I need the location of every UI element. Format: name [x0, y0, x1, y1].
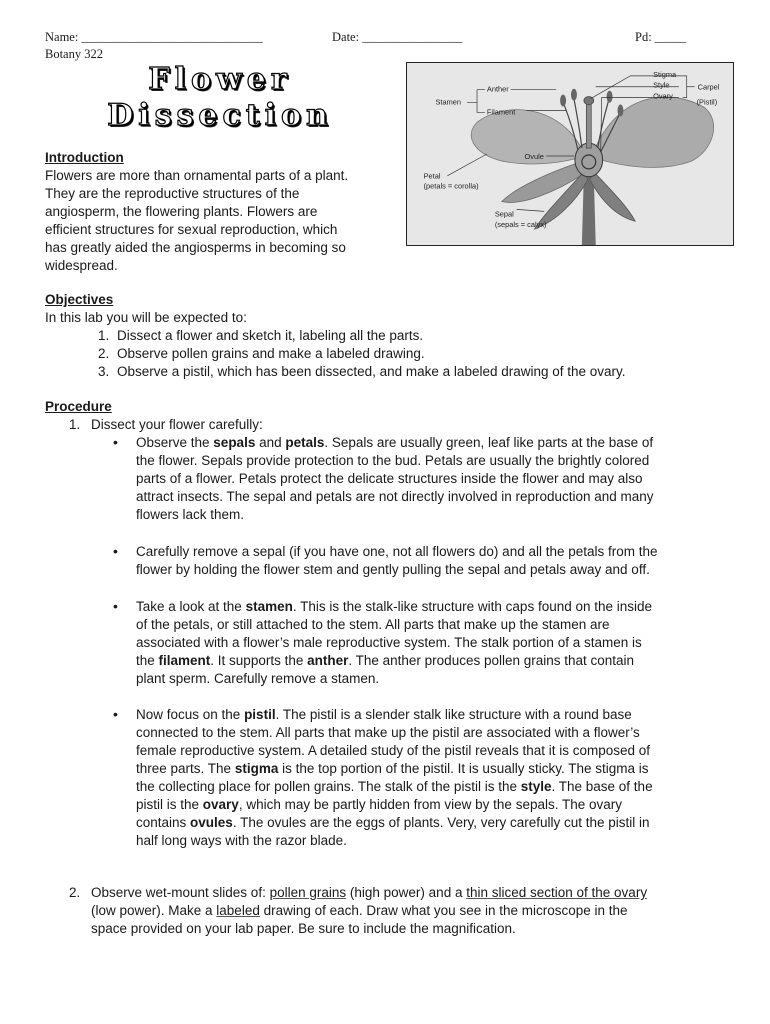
bullet-symbol: •: [113, 706, 118, 722]
label-carpel: Carpel: [697, 82, 720, 92]
label-stigma: Stigma: [653, 69, 677, 79]
bullet-symbol: •: [113, 598, 118, 614]
step-1-number: 1.: [69, 417, 81, 432]
page-title: [80, 62, 360, 134]
period-field: Pd: _____: [635, 30, 687, 44]
label-pistil: (Pistil): [696, 97, 718, 107]
list-item: 3. Observe a pistil, which has been dissected, and make a labeled drawing of the ovary.: [113, 363, 626, 381]
anther-shape-3: [607, 91, 613, 103]
bullet-pistil: Now focus on the pistil. The pistil is a slender stalk like structure with a round base connected to the stem. All parts that make up the pistil are associated with a flower’s female reproductive system. A detailed study of the pistil reveals that it is composed of three parts. The stigma is the top portion of the pistil. It is usually sticky. The stigma is the collecting place for pollen grains. The stalk of the pistil is the style. The base of the pistil is the ovary, which may be partly hidden from view by the sepals. The ovary contains ovules. The ovules are the eggs of plants. Very, very carefully cut the pistil in half long ways with the razor blade.: [136, 707, 653, 848]
label-anther: Anther: [486, 84, 509, 94]
bullet-remove-sepal: Carefully remove a sepal (if you have one, not all flowers do) and all the petals from the flower by holding the flower stem and gently pulling the sepal and petals away and off.: [136, 544, 658, 577]
bullet-symbol: •: [113, 434, 118, 450]
step-2-text: Observe wet-mount slides of: pollen grains (high power) and a thin sliced section of the ovary (low power). Make a labeled drawing of each. Draw what you see in the microscope in the space provided on your lab paper. Be sure to include the magnification.: [91, 885, 648, 936]
objectives-heading: Objectives: [45, 292, 114, 307]
list-item: 1. Dissect a flower and sketch it, labeling all the parts.: [113, 327, 626, 345]
intro-line: Flowers are more than ornamental parts of a plant.: [45, 168, 349, 183]
anther-shape: [560, 95, 566, 107]
label-ovule: Ovule: [524, 151, 544, 161]
course-label: Botany 322: [45, 47, 103, 61]
flower-diagram: [406, 62, 734, 246]
label-petal: Petal: [423, 171, 441, 181]
anther-shape-4: [617, 105, 623, 117]
sepal-right-shape: [590, 172, 636, 221]
objectives-intro: In this lab you will be expected to:: [45, 310, 247, 325]
introduction-heading: Introduction: [45, 150, 124, 165]
intro-line: has greatly aided the angiosperms in becoming so: [45, 240, 346, 255]
anther-shape-2: [571, 89, 577, 101]
label-sepal: Sepal: [494, 209, 514, 219]
intro-line: They are the reproductive structures of the: [45, 186, 300, 201]
title-line-1: Flower: [148, 62, 292, 97]
objectives-list: [45, 327, 626, 381]
label-ovary: Ovary: [653, 91, 673, 101]
bullet-stamen: Take a look at the stamen. This is the stalk-like structure with caps found on the inside of the petals, or still attached to the stem. All parts that make up the stamen are associated with a flower’s male reproductive system. The stalk portion of a stamen is the filament. It supports the anther. The anther produces pollen grains that contain plant sperm. Carefully remove a stamen.: [136, 599, 653, 686]
label-stamen: Stamen: [435, 97, 462, 107]
style-shape: [586, 103, 591, 149]
label-petal-note: (petals = corolla): [423, 181, 479, 191]
list-item: 2. Observe pollen grains and make a labeled drawing.: [113, 345, 626, 363]
bullet-sepals-petals: Observe the sepals and petals. Sepals are usually green, leaf like parts at the base of the flower. Sepals provide protection to the bud. Petals are usually the brightly colored parts of a flower. Petals protect the delicate structures inside the flower and may also attract insects. The sepal and petals are not directly involved in reproduction and many flowers lack them.: [136, 435, 654, 522]
date-field: Date: ________________: [332, 30, 463, 44]
label-style: Style: [653, 80, 670, 90]
step-1-text: Dissect your flower carefully:: [91, 417, 263, 432]
procedure-heading: Procedure: [45, 399, 112, 414]
flower-illustration: [407, 63, 733, 245]
intro-line: angiosperm, the flowering plants. Flowers are: [45, 204, 318, 219]
step-2-number: 2.: [69, 885, 81, 900]
petal-right-shape: [596, 97, 714, 168]
name-field: Name: _____________________________: [45, 30, 263, 44]
label-sepal-note: (sepals = calyx): [494, 220, 547, 230]
title-line-2: Dissection: [107, 98, 333, 133]
introduction-text: [45, 167, 395, 275]
intro-line: widespread.: [45, 258, 118, 273]
bullet-symbol: •: [113, 543, 118, 559]
label-filament: Filament: [486, 107, 516, 117]
intro-line: efficient structures for sexual reproduction, which: [45, 222, 338, 237]
